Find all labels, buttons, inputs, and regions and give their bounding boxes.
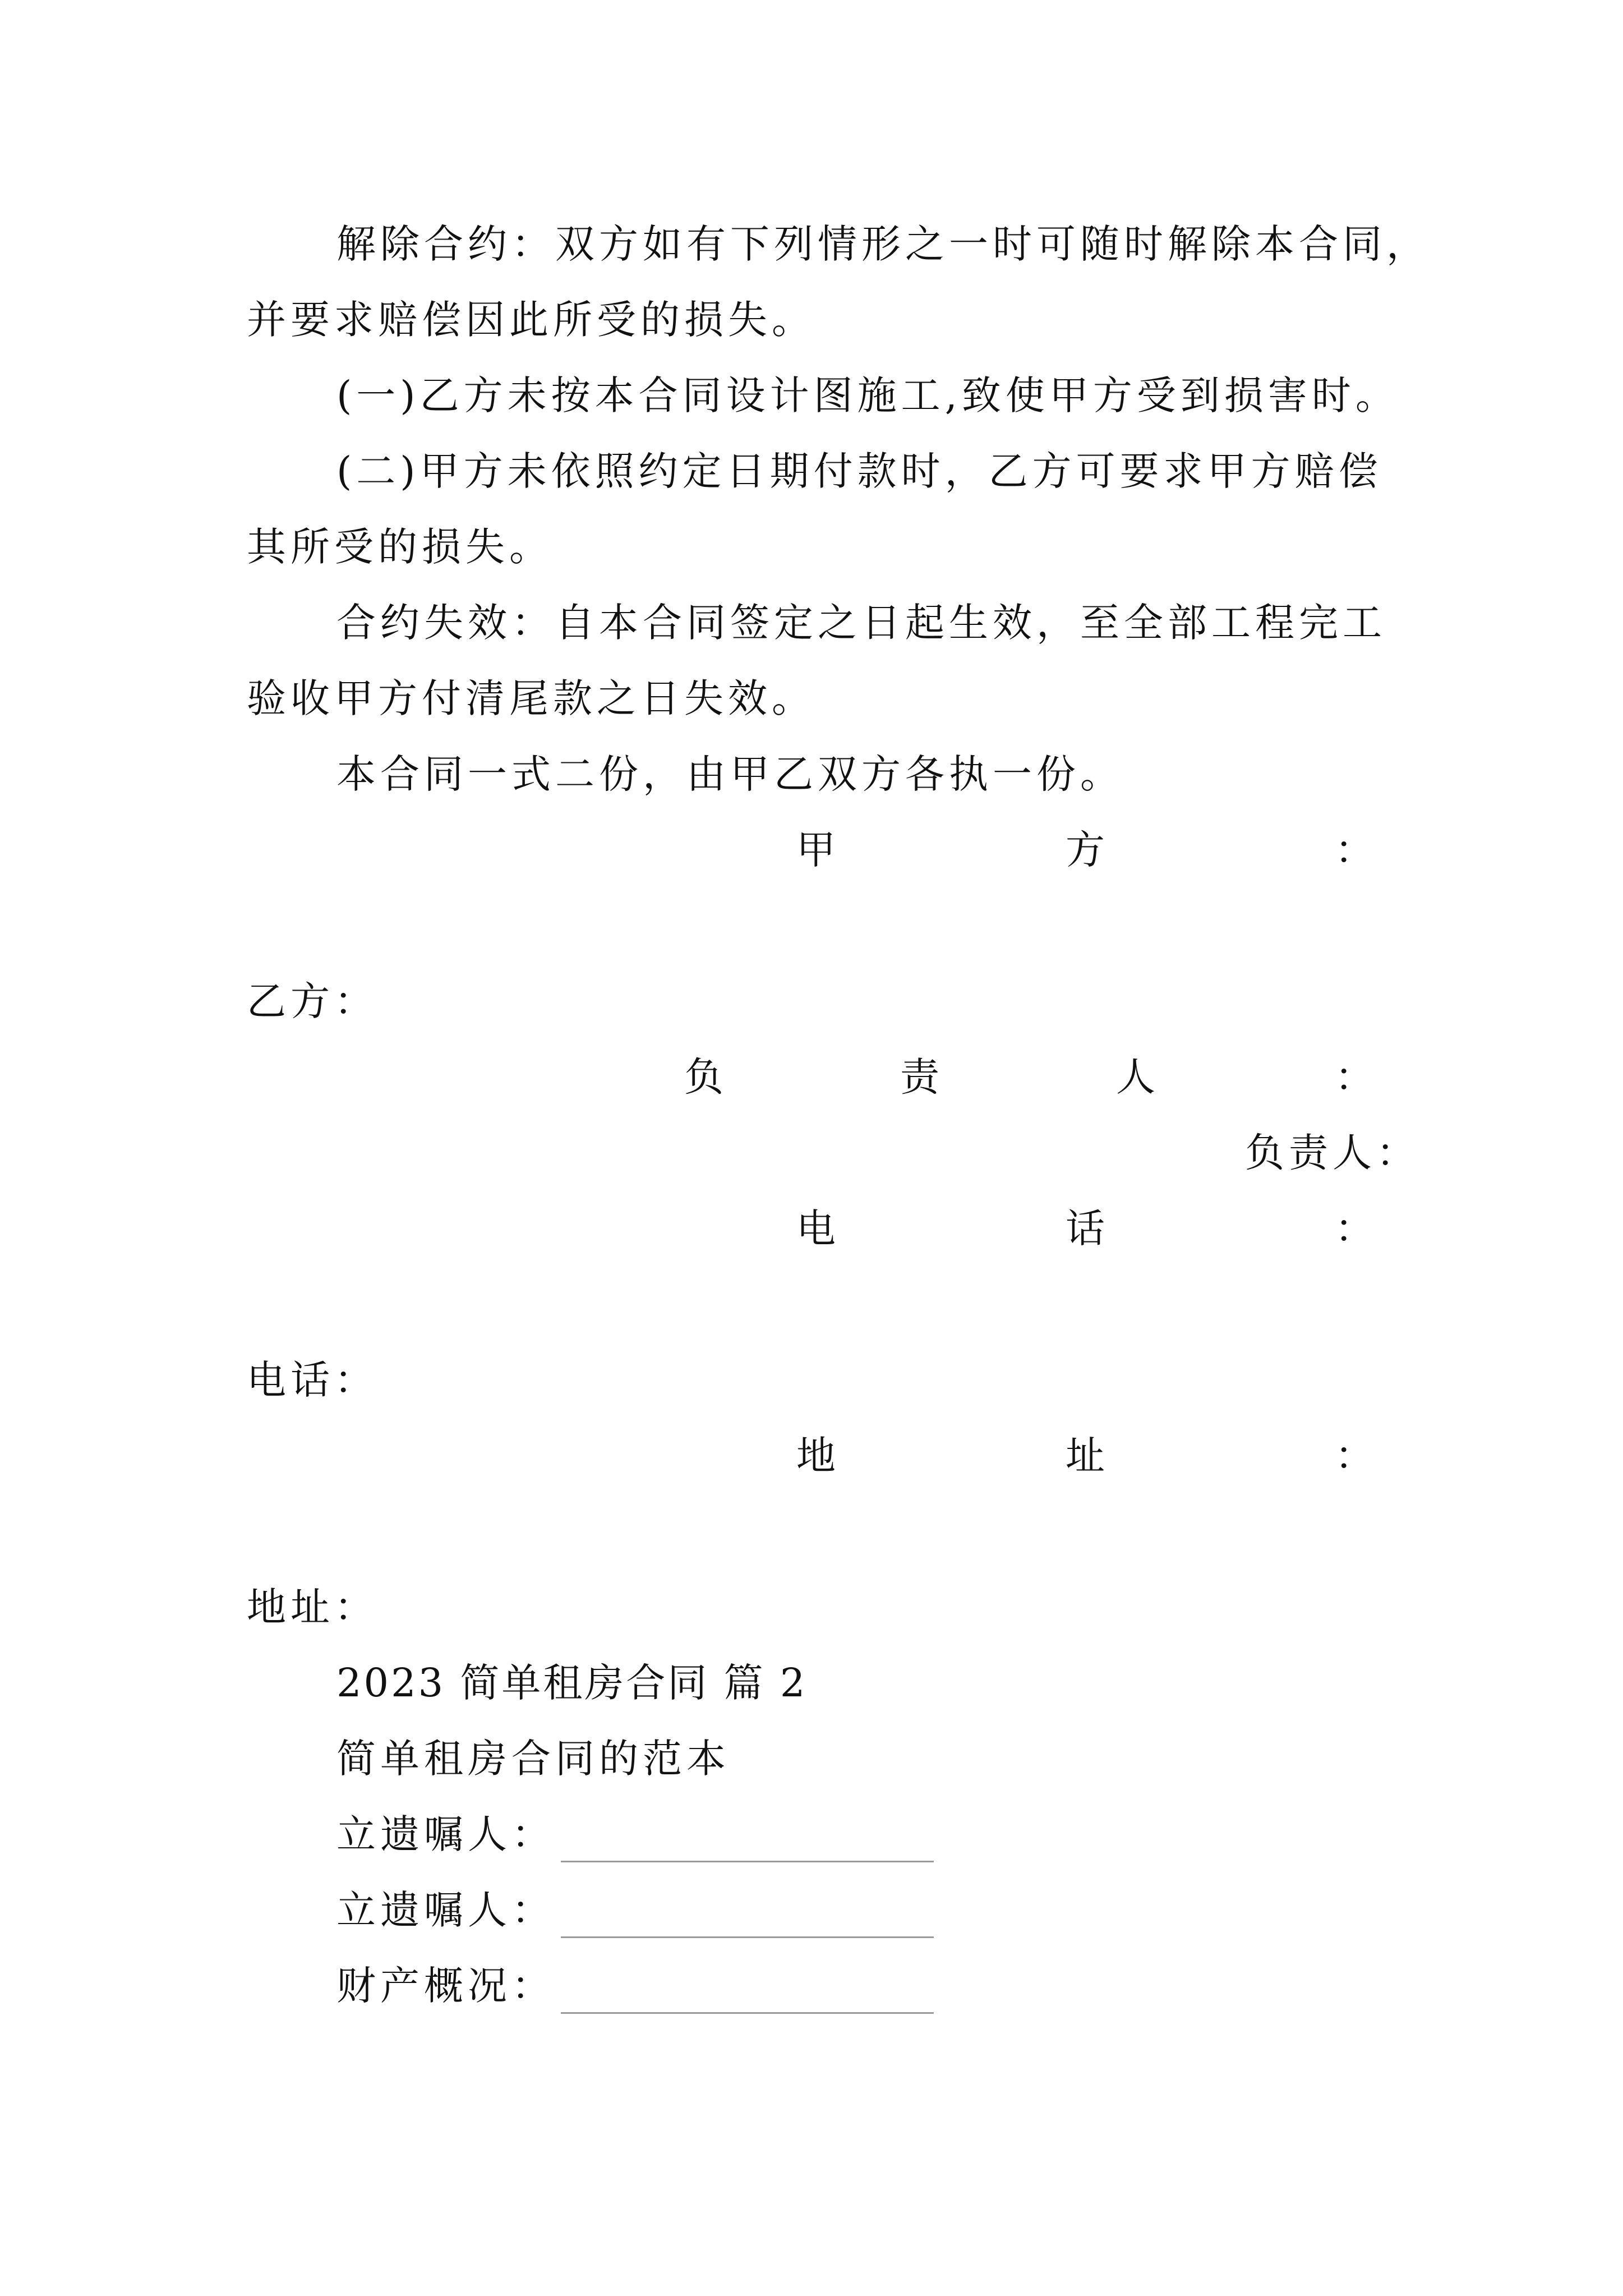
property-overview-blank-line[interactable]	[561, 1978, 934, 2014]
property-overview-field	[336, 1958, 934, 2014]
address-char-2: 址	[1066, 1433, 1105, 1479]
clause-one: (一)乙方未按本合同设计图施工,致使甲方受到损害时。	[336, 372, 1399, 418]
paragraph-expiry: 合约失效：自本合同签定之日起生效，至全部工程完工	[336, 600, 1386, 646]
responsible-char-1: 负	[684, 1054, 723, 1100]
party-b-phone-label: 电话：	[247, 1357, 378, 1403]
clause-two: (二)甲方未依照约定日期付款时，乙方可要求甲方赔偿	[336, 448, 1382, 494]
party-b-label: 乙方：	[247, 978, 378, 1024]
testator-field-2	[336, 1882, 934, 1938]
party-a-char-2: 方	[1066, 827, 1105, 873]
section-heading: 2023 简单租房合同 篇 2	[336, 1660, 808, 1706]
phone-char-2: 话	[1066, 1205, 1105, 1251]
party-b-responsible-label: 负责人：	[1245, 1130, 1420, 1176]
party-a-char-1: 甲	[796, 827, 836, 873]
paragraph-copies: 本合同一式二份，由甲乙双方各执一份。	[336, 751, 1124, 797]
testator-label-2: 立遗嘱人：	[336, 1887, 555, 1933]
responsible-char-2: 责	[900, 1054, 939, 1100]
section-subheading: 简单租房合同的范本	[336, 1736, 730, 1782]
testator-blank-line-2[interactable]	[561, 1903, 934, 1938]
paragraph-termination: 解除合约：双方如有下列情形之一时可随时解除本合同，	[336, 221, 1430, 267]
paragraph-termination-cont: 并要求赔偿因此所受的损失。	[247, 297, 815, 343]
testator-blank-line[interactable]	[561, 1827, 934, 1862]
address-colon: ：	[1335, 1433, 1374, 1479]
responsible-colon: ：	[1335, 1054, 1374, 1100]
address-char-1: 地	[796, 1433, 836, 1479]
paragraph-expiry-cont: 验收甲方付清尾款之日失效。	[247, 675, 815, 721]
phone-colon: ：	[1335, 1205, 1374, 1251]
phone-char-1: 电	[796, 1205, 836, 1251]
clause-two-cont: 其所受的损失。	[247, 524, 553, 570]
property-overview-label: 财产概况：	[336, 1963, 555, 2009]
party-a-colon: ：	[1335, 827, 1374, 873]
responsible-char-3: 人	[1116, 1054, 1155, 1100]
testator-label: 立遗嘱人：	[336, 1811, 555, 1857]
testator-field	[336, 1806, 934, 1862]
party-b-address-label: 地址：	[247, 1584, 378, 1630]
